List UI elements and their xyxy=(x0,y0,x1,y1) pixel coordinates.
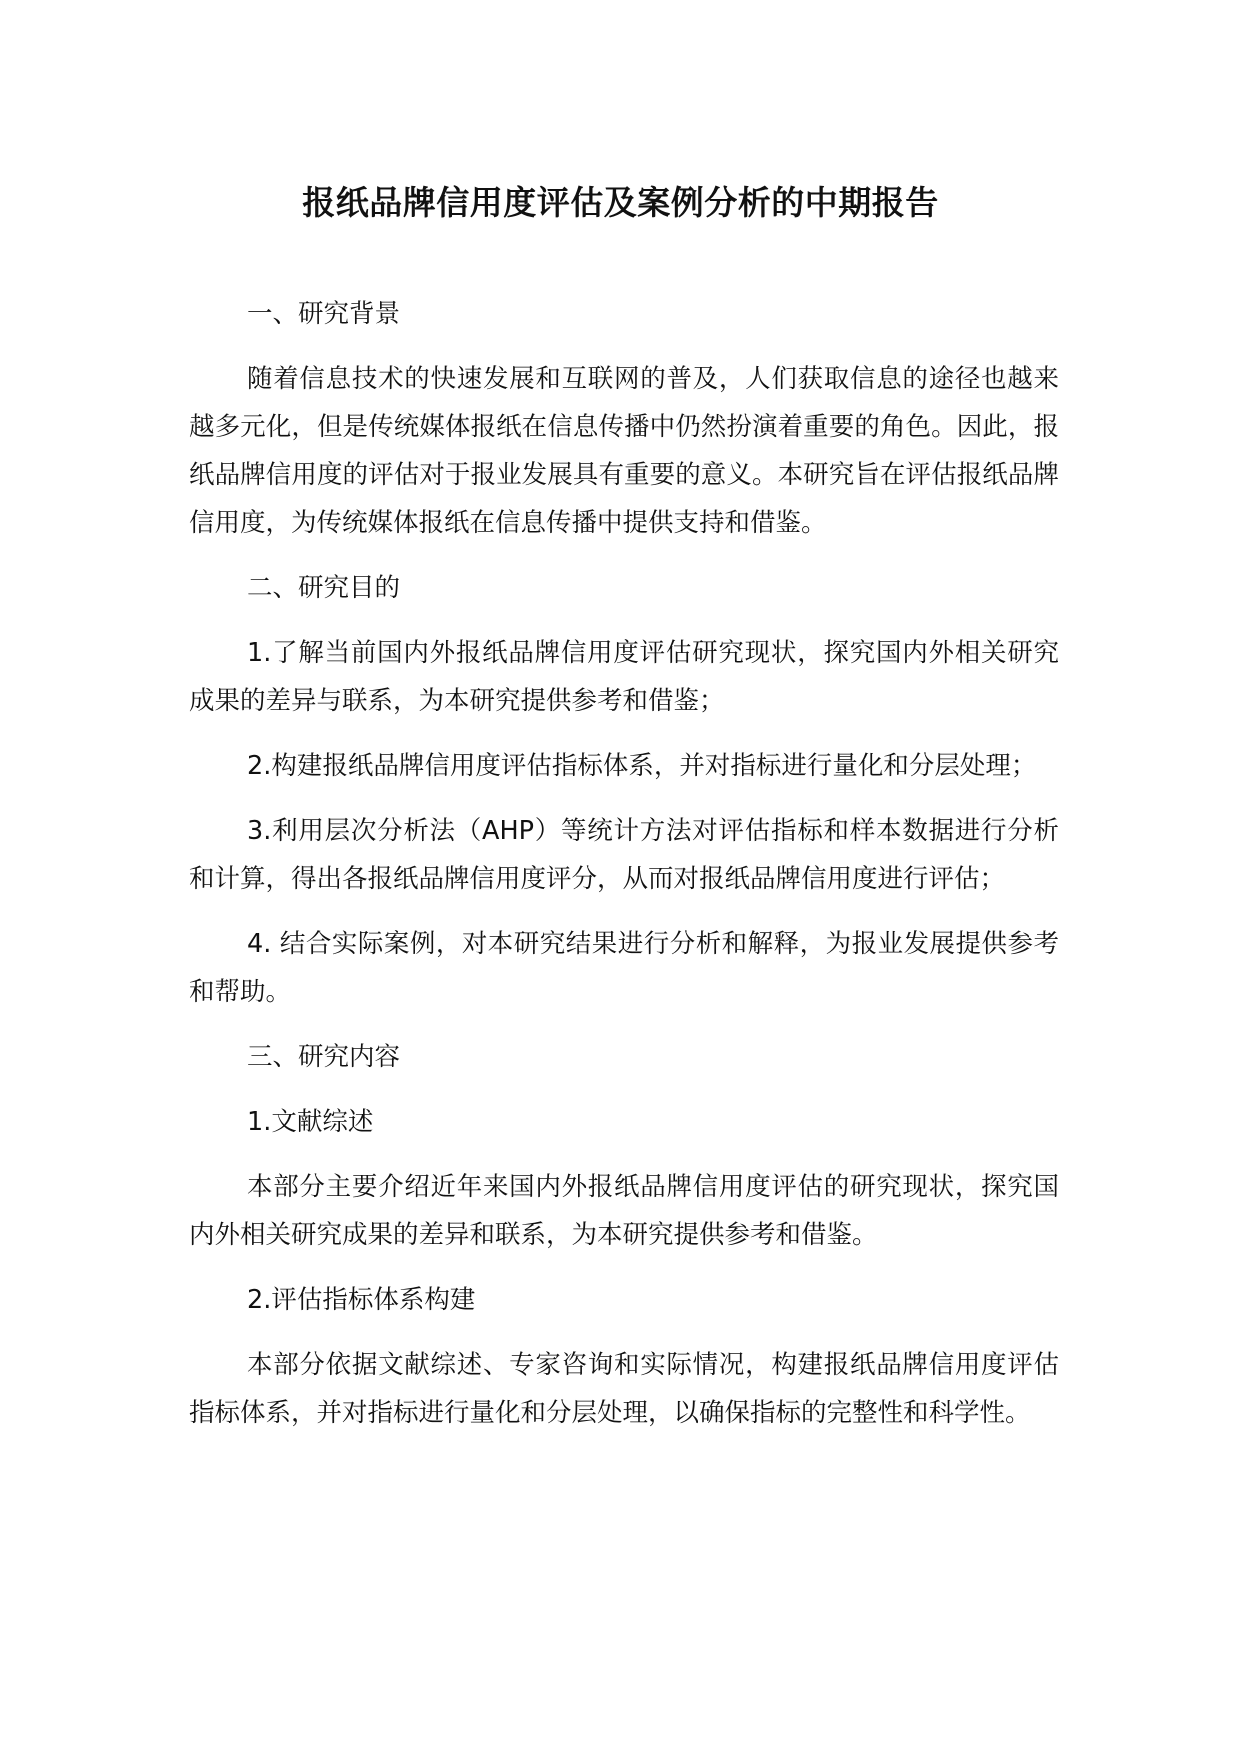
literature-review-paragraph: 本部分主要介绍近年来国内外报纸品牌信用度评估的研究现状，探究国内外相关研究成果的差异和联系，为本研究提供参考和借鉴。 xyxy=(189,1172,1059,1250)
background-paragraph: 随着信息技术的快速发展和互联网的普及，人们获取信息的途径也越来越多元化，但是传统媒体报纸在信息传播中仍然扮演着重要的角色。因此，报纸品牌信用度的评估对于报业发展具有重要的意义。本研究旨在评估报纸品牌信用度，为传统媒体报纸在信息传播中提供支持和借鉴。 xyxy=(189,364,1059,538)
objective-item-2: 2.构建报纸品牌信用度评估指标体系，并对指标进行量化和分层处理； xyxy=(247,751,1037,781)
subsection-heading-literature-review: 1.文献综述 xyxy=(247,1107,374,1137)
section-heading-content: 三、研究内容 xyxy=(247,1042,401,1072)
objective-item-1: 1.了解当前国内外报纸品牌信用度评估研究现状，探究国内外相关研究成果的差异与联系，为本研究提供参考和借鉴； xyxy=(189,638,1059,716)
objective-item-4: 4. 结合实际案例，对本研究结果进行分析和解释，为报业发展提供参考和帮助。 xyxy=(189,929,1059,1007)
section-heading-background: 一、研究背景 xyxy=(247,299,401,329)
section-heading-objectives: 二、研究目的 xyxy=(247,573,401,603)
document-title: 报纸品牌信用度评估及案例分析的中期报告 xyxy=(302,183,939,222)
objective-item-3: 3.利用层次分析法（AHP）等统计方法对评估指标和样本数据进行分析和计算，得出各报纸品牌信用度评分，从而对报纸品牌信用度进行评估； xyxy=(189,816,1059,894)
index-system-paragraph: 本部分依据文献综述、专家咨询和实际情况，构建报纸品牌信用度评估指标体系，并对指标进行量化和分层处理，以确保指标的完整性和科学性。 xyxy=(189,1350,1059,1428)
subsection-heading-index-system: 2.评估指标体系构建 xyxy=(247,1285,476,1315)
document-body xyxy=(189,290,1059,1454)
